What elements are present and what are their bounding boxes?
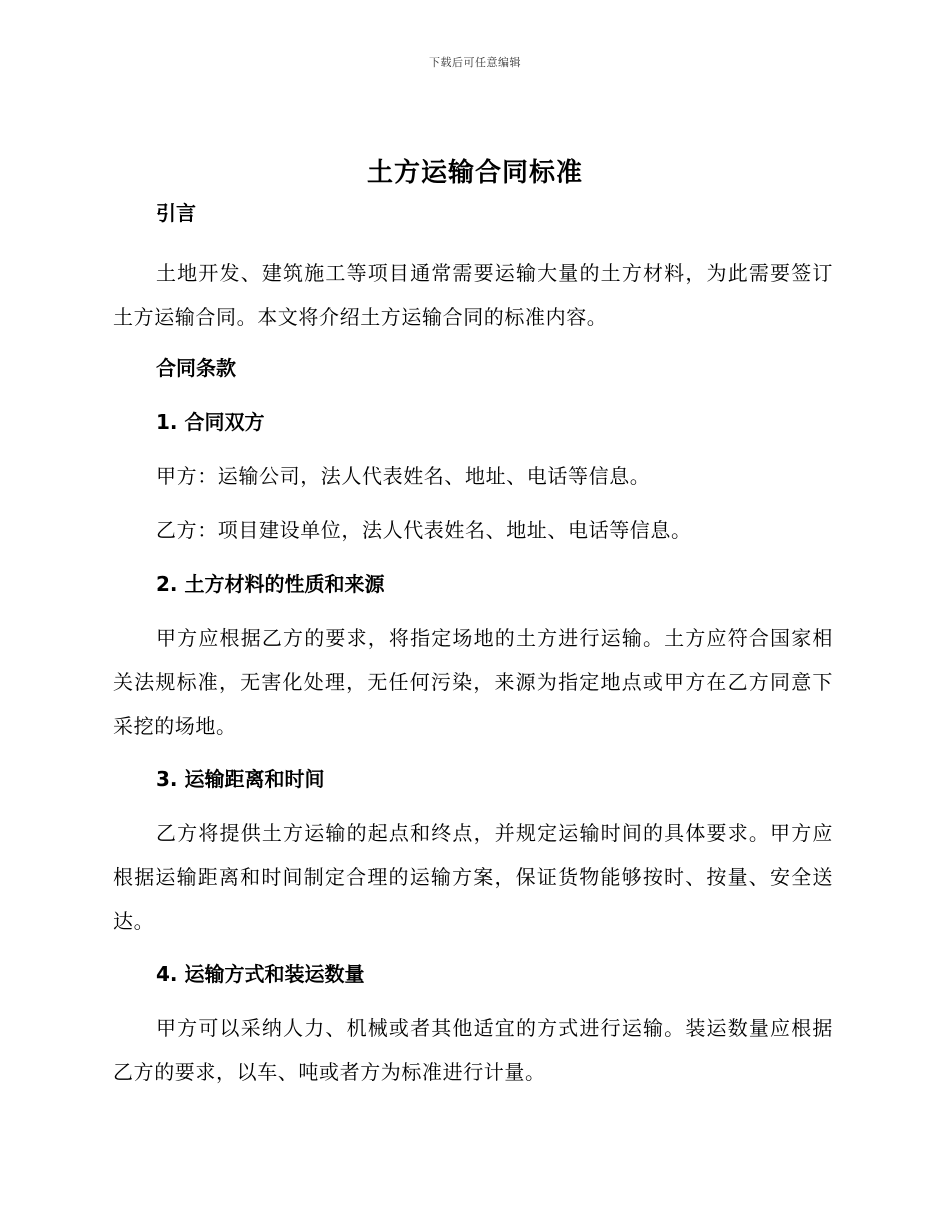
terms-heading: 合同条款 [156, 356, 236, 380]
section-3-paragraph: 乙方将提供土方运输的起点和终点，并规定运输时间的具体要求。甲方应根据运输距离和时间制定合理的运输方案，保证货物能够按时、按量、安全送达。 [113, 821, 833, 933]
party-b-line: 乙方：项目建设单位，法人代表姓名、地址、电话等信息。 [156, 518, 692, 542]
section-4-paragraph: 甲方可以采纳人力、机械或者其他适宜的方式进行运输。装运数量应根据乙方的要求，以车、吨或者方为标准进行计量。 [113, 1016, 833, 1084]
intro-heading: 引言 [156, 201, 196, 225]
section-3-heading: 3. 运输距离和时间 [156, 767, 325, 791]
document-title: 土方运输合同标准 [366, 158, 583, 188]
party-a-line: 甲方：运输公司，法人代表姓名、地址、电话等信息。 [156, 464, 651, 488]
intro-paragraph: 土地开发、建筑施工等项目通常需要运输大量的土方材料，为此需要签订土方运输合同。本文将介绍土方运输合同的标准内容。 [113, 261, 833, 329]
document-body [113, 198, 833, 1094]
section-2-heading: 2. 土方材料的性质和来源 [156, 572, 385, 596]
page-header-note: 下载后可任意编辑 [429, 56, 521, 69]
section-2-paragraph: 甲方应根据乙方的要求，将指定场地的土方进行运输。土方应符合国家相关法规标准，无害化处理，无任何污染，来源为指定地点或甲方在乙方同意下采挖的场地。 [113, 626, 833, 738]
section-4-heading: 4. 运输方式和装运数量 [156, 962, 365, 986]
section-1-heading: 1. 合同双方 [156, 410, 265, 434]
